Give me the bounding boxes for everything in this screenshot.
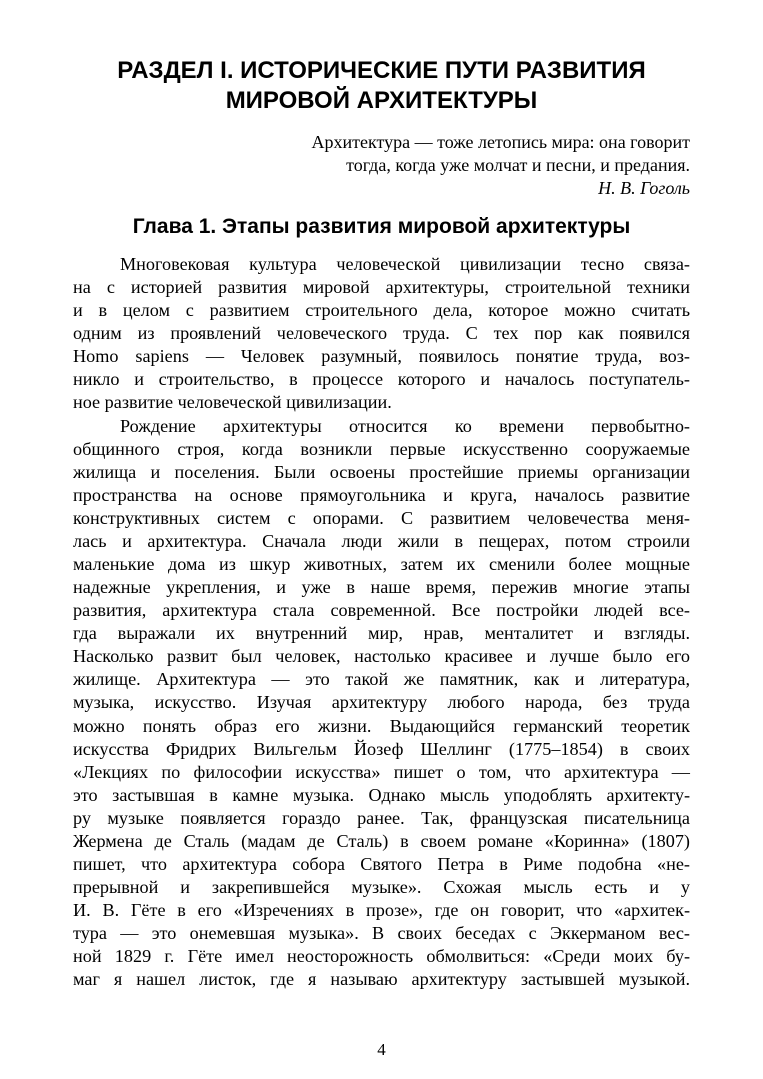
text-line: Насколько развит был человек, настолько красивее и лучше было его <box>73 646 690 667</box>
section-title-line-1: РАЗДЕЛ I. ИСТОРИЧЕСКИЕ ПУТИ РАЗВИТИЯ <box>117 57 646 84</box>
text-line: это застывшая в камне музыка. Однако мысль уподоблять архитекту- <box>73 784 690 805</box>
text-line: музыка, искусство. Изучая архитектуру любого народа, без труда <box>73 692 690 713</box>
text-line: жилища и поселения. Были освоены простейшие приемы организации <box>73 461 690 482</box>
page-number: 4 <box>377 1040 386 1059</box>
text-line: ру музыке появляется гораздо ранее. Так, французская писательница <box>73 807 690 828</box>
text-line: пространства на основе прямоугольника и круга, началось развитие <box>73 484 690 505</box>
text-line: одним из проявлений человеческого труда. С тех пор как появился <box>73 323 690 344</box>
text-line: развития, архитектура стала современной. Все постройки людей все- <box>73 600 690 621</box>
text-line: Рождение архитектуры относится ко времени первобытно- <box>120 415 690 436</box>
text-line: тура — это онемевшая музыка». В своих беседах с Эккерманом вес- <box>73 923 690 944</box>
text-line: маленькие дома из шкур животных, затем их сменили более мощные <box>73 554 690 575</box>
epigraph-author: Н. В. Гоголь <box>598 178 690 198</box>
text-line: на с историей развития мировой архитектуры, строительной техники <box>73 277 690 298</box>
text-line: Homo sapiens — Человек разумный, появилось понятие труда, воз- <box>73 346 690 367</box>
epigraph-line-2: тогда, когда уже молчат и песни, и предания. <box>346 155 690 175</box>
text-line: лась и архитектура. Сначала люди жили в пещерах, потом строили <box>73 530 690 551</box>
text-line: и в целом с развитием строительного дела, которое можно считать <box>73 300 690 321</box>
text-line: жилище. Архитектура — это такой же памятник, как и литература, <box>73 669 690 690</box>
text-line: никло и строительство, в процессе которого и началось поступатель- <box>73 369 690 390</box>
text-line: И. В. Гёте в его «Изречениях в прозе», где он говорит, что «архитек- <box>73 900 690 921</box>
text-line: можно понять образ его жизни. Выдающийся германский теоретик <box>73 715 690 736</box>
text-line: общинного строя, когда возникли первые искусственно сооружаемые <box>73 438 690 459</box>
text-line: пишет, что архитектура собора Святого Петра в Риме подобна «не- <box>73 854 690 875</box>
section-title <box>60 56 703 116</box>
epigraph <box>230 131 690 200</box>
text-line: конструктивных систем с опорами. С развитием человечества меня- <box>73 507 690 528</box>
body-text <box>73 253 690 992</box>
text-line: Многовековая культура человеческой цивилизации тесно связа- <box>120 254 690 274</box>
text-line: «Лекциях по философии искусства» пишет о том, что архитектура — <box>73 761 690 782</box>
text-line: ной 1829 г. Гёте имел неосторожность обмолвиться: «Среди моих бу- <box>73 946 690 967</box>
text-line: гда выражали их внутренний мир, нрав, менталитет и взгляды. <box>73 623 690 644</box>
text-line: надежные укрепления, и уже в наше время, пережив многие этапы <box>73 577 690 598</box>
text-line: прерывной и закрепившейся музыке». Схожая мысль есть и у <box>73 877 690 898</box>
chapter-title: Глава 1. Этапы развития мировой архитектуры <box>132 215 631 238</box>
epigraph-line-1: Архитектура — тоже летопись мира: она говорит <box>311 132 690 152</box>
text-line: маг я нашел листок, где я называю архитектуру застывшей музыкой. <box>73 969 690 990</box>
text-line: ное развитие человеческой цивилизации. <box>73 392 392 413</box>
text-line: Жермена де Сталь (мадам де Сталь) в своем романе «Коринна» (1807) <box>73 830 690 851</box>
section-title-line-2: МИРОВОЙ АРХИТЕКТУРЫ <box>225 87 538 114</box>
text-line: искусства Фридрих Вильгельм Йозеф Шеллинг (1775–1854) в своих <box>73 738 690 759</box>
